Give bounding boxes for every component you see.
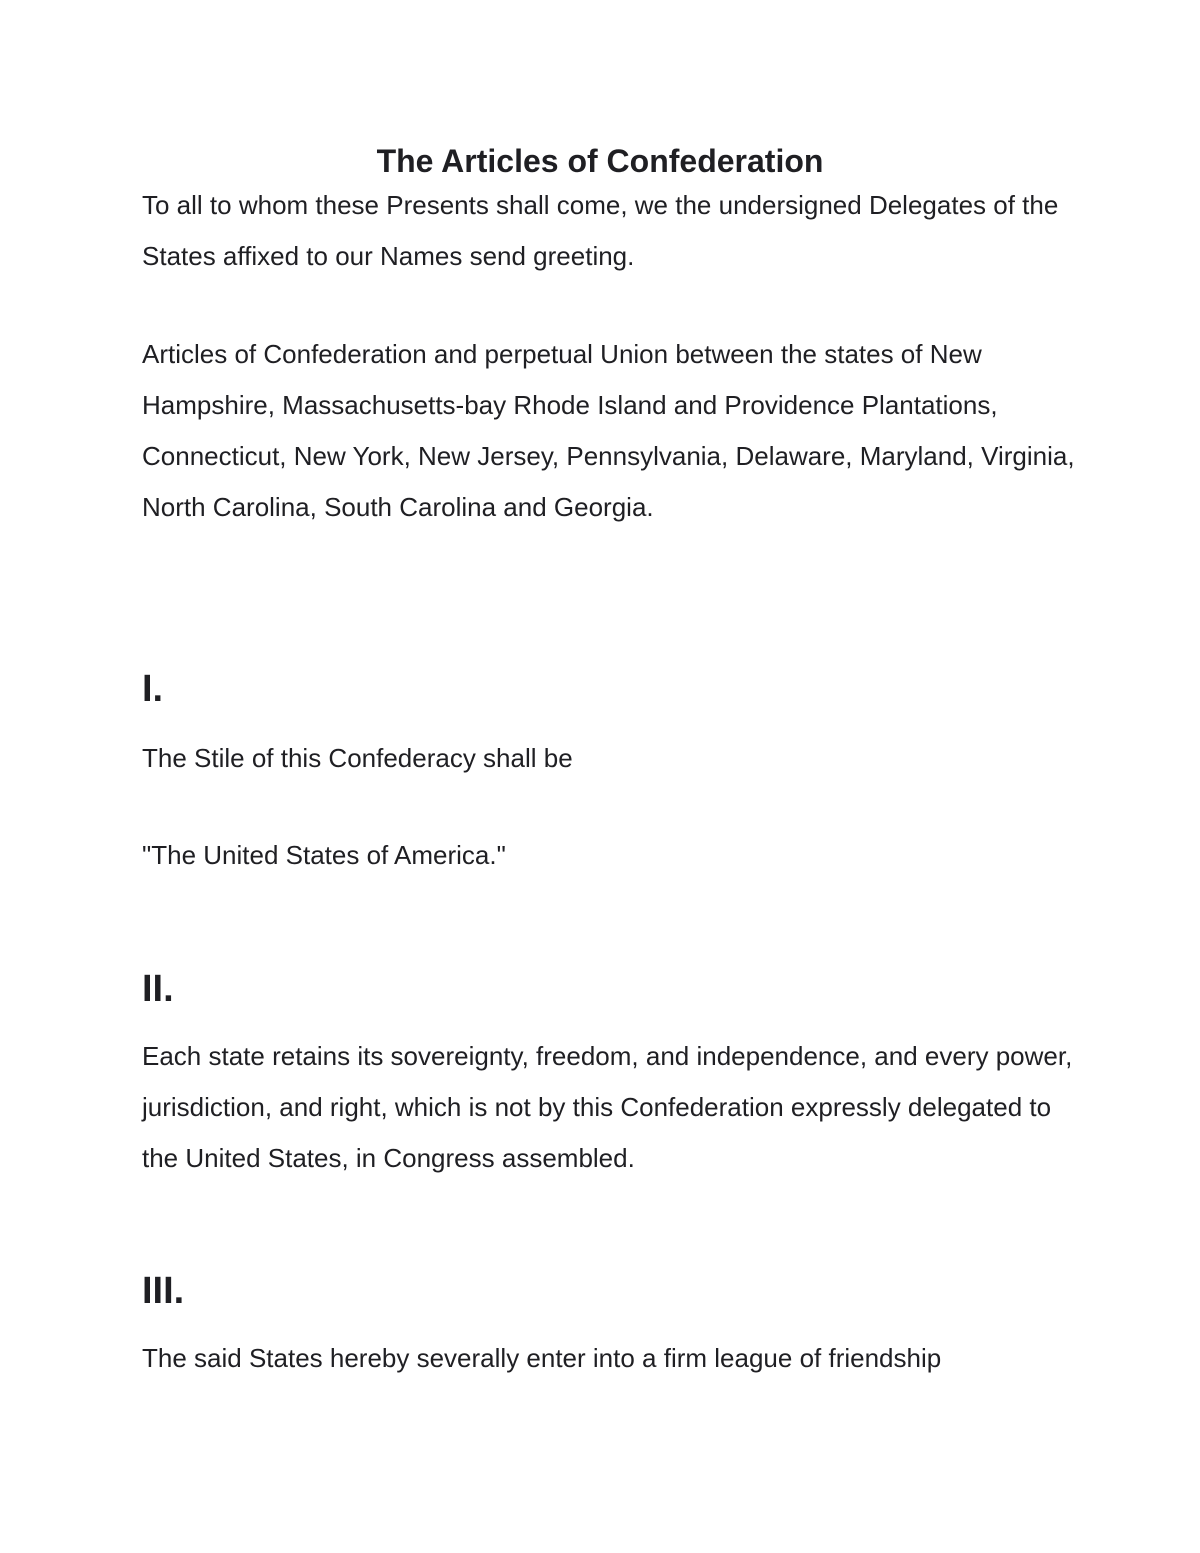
article-1-paragraph-2: "The United States of America." bbox=[142, 840, 506, 870]
article-3-heading: III. bbox=[142, 1270, 185, 1312]
article-1-paragraph-1: The Stile of this Confederacy shall be bbox=[142, 743, 573, 773]
article-2-paragraph-1: Each state retains its sovereignty, freedom, and independence, and every power, jurisdiction, and right, which is not by this Confederation expressly delegated to the United States, in Congress assembled. bbox=[142, 1041, 1073, 1173]
article-2-heading: II. bbox=[142, 968, 174, 1010]
article-1-heading: I. bbox=[142, 668, 164, 710]
greeting-paragraph: To all to whom these Presents shall come, we the undersigned Delegates of the States affixed to our Names send greeting. bbox=[142, 190, 1059, 271]
document-title: The Articles of Confederation bbox=[376, 143, 824, 179]
preamble-paragraph: Articles of Confederation and perpetual Union between the states of New Hampshire, Massachusetts-bay Rhode Island and Providence Plantations, Connecticut, New York, New Jersey, Pennsylvania, Delaware, Maryland, Virginia, North Carolina, South Carolina and Georgia. bbox=[142, 339, 1075, 522]
article-3-paragraph-1: The said States hereby severally enter into a firm league of friendship bbox=[142, 1343, 942, 1373]
